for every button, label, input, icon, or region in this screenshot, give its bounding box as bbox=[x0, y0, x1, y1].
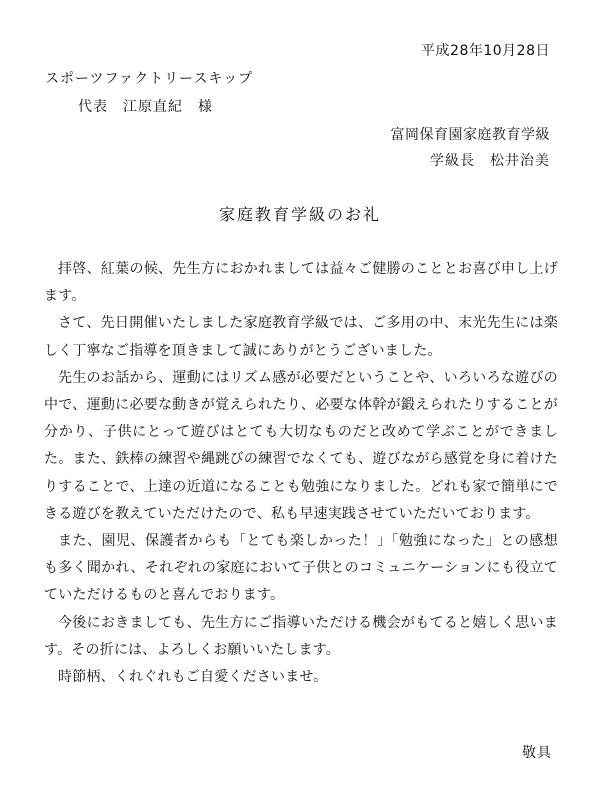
paragraph-feedback: また、園児、保護者からも「とても楽しかった！」「勉強になった」との感想も多く聞かれ、それぞれの家庭において子供とのコミュニケーションにも役立てていただけるものと喜んでおります。 bbox=[44, 533, 558, 604]
letter-body bbox=[44, 256, 558, 691]
letter-title: 家庭教育学級のお礼 bbox=[218, 205, 381, 224]
letter-date: 平成28年10月28日 bbox=[421, 43, 550, 59]
sender-organization: 富岡保育園家庭教育学級 bbox=[390, 127, 550, 143]
recipient-organization: スポーツファクトリースキップ bbox=[45, 71, 254, 87]
sender-name: 学級長 松井治美 bbox=[430, 153, 550, 169]
letter-closing: 敬具 bbox=[522, 745, 552, 761]
paragraph-greeting: 拝啓、紅葉の候、先生方におかれましては益々ご健勝のこととお喜び申し上げます。 bbox=[44, 261, 558, 305]
paragraph-learning: 先生のお話から、運動にはリズム感が必要だということや、いろいろな遊びの中で、運動に必要な動きが覚えられたり、必要な体幹が鍛えられたりすることが分かり、子供にとって遊びはとても大切なものだと改めて学ぶことができました。また、鉄棒の練習や縄跳びの練習でなくても、遊びながら感覚を身に着けたりすることで、上達の近道になることも勉強になりました。どれも家で簡単にできる遊びを教えていただけたので、私も早速実践させていただいております。 bbox=[44, 369, 558, 522]
recipient-name: 代表 江原直紀 様 bbox=[78, 99, 213, 115]
paragraph-future: 今後におきましても、先生方にご指導いただける機会がもてると嬉しく思います。その折には、よろしくお願いいたします。 bbox=[44, 614, 558, 658]
paragraph-thanks: さて、先日開催いたしました家庭教育学級では、ご多用の中、末光先生には楽しく丁寧なご指導を頂きまして誠にありがとうございました。 bbox=[44, 315, 558, 359]
paragraph-seasonal: 時節柄、くれぐれもご自愛くださいませ。 bbox=[58, 669, 328, 686]
